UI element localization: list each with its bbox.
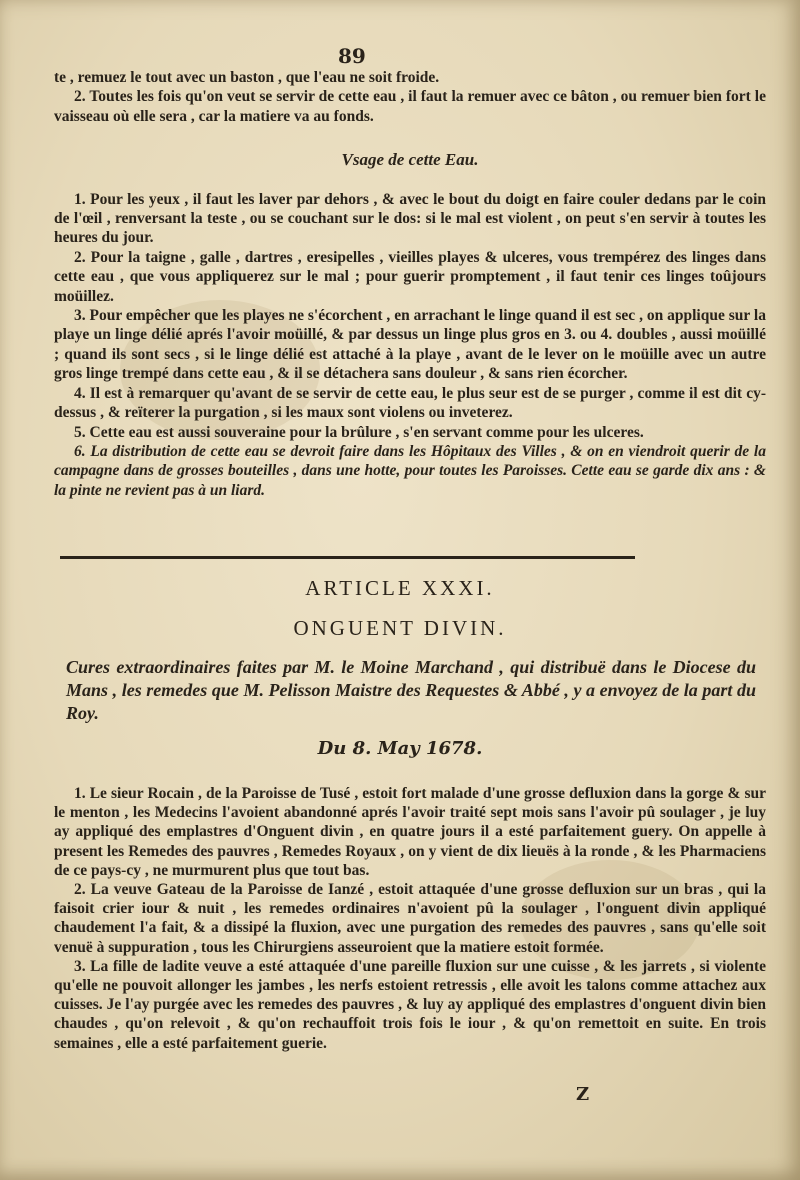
signature-mark: Z (576, 1084, 590, 1105)
section-title: Vsage de cette Eau. (341, 150, 479, 170)
cases-text-block (54, 784, 766, 1053)
horizontal-rule (60, 556, 635, 559)
usage-item: 1. Pour les yeux , il faut les laver par dehors , & avec le bout du doigt en faire couler dedans par le coin de l'œil , renversant la teste , ou se couchant sur le dos: si le mal est violent , on peut s'en servir à toutes les heures du jour. (54, 190, 766, 247)
case-paragraph: 2. La veuve Gateau de la Paroisse de Ianzé , estoit attaquée d'une grosse defluxion sur un bras , qui la faisoit crier iour & nuit , les remedes ordinaires n'avoient pû la soulager , l'onguent divin appliqué chaudement l'a fait, & a dissipé la fluxion, avec une purgation des remedes des pauvres , sans qu'elle soit venuë à suppuration , tous les Chirurgiens asseuroient que la matiere estoit formée. (54, 881, 766, 956)
cures-heading: Cures extraordinaires faites par M. le Moine Marchand , qui distribuë dans le Diocese du Mans , les remedes que M. Pelisson Maistre des Requestes & Abbé , y a envoyez de la part du Roy. (66, 657, 756, 723)
article-number: ARTICLE XXXI. (305, 576, 495, 600)
usage-item: 2. Pour la taigne , galle , dartres , eresipelles , vieilles playes & ulceres, vous trempérez des linges dans cette eau , que vous appliquerez sur le mal ; pour guerir promptement , il faut tenir ces linges toûjours moüillez. (54, 248, 766, 305)
usage-item: 6. La distribution de cette eau se devroit faire dans les Hôpitaux des Villes , & on en viendroit querir de la campagne dans de grosses bouteilles , dans une hotte, pour toutes les Paroisses. Cette eau se garde dix ans : & la pinte ne revient pas à un liard. (54, 442, 766, 499)
usage-item: 5. Cette eau est aussi souveraine pour la brûlure , s'en servant comme pour les ulceres. (74, 423, 644, 441)
continued-line: te , remuez le tout avec un baston , que l'eau ne soit froide. (54, 69, 440, 86)
usage-item: 3. Pour empêcher que les playes ne s'écorchent , en arrachant le linge quand il est sec , on applique sur la playe un linge délié aprés l'avoir moüillé, & par dessus un linge plus gros en 3. ou 4. doubles , aussi moüillé ; quand ils sont secs , si le linge délié est attaché à la playe , avant de le lever on le moüille avec un autre gros linge trempé dans cette eau , & il se détachera sans douleur , & sans rien écorcher. (54, 307, 766, 383)
article-title: ONGUENT DIVIN. (293, 616, 507, 640)
page-number: 89 (338, 44, 366, 68)
upper-text-block (54, 68, 766, 500)
case-paragraph: 1. Le sieur Rocain , de la Paroisse de Tusé , estoit fort malade d'une grosse defluxion dans la gorge & sur le menton , les Medecins l'avoient abandonné aprés l'avoir traité sept mois sans l'avoir pû soulager , je luy ay appliqué des emplastres d'Onguent divin , en quatre jours il a esté parfaitement guery. On appelle à present les Remedes des pauvres , Remedes Royaux , on y vient de dix lieuës à la ronde , & les Pharmaciens de ce pays-cy , ne murmurent plus que tout bas. (54, 785, 766, 879)
paragraph: 2. Toutes les fois qu'on veut se servir de cette eau , il faut la remuer avec ce bâton , ou remuer bien fort le vaisseau où elle sera , car la matiere va au fonds. (54, 88, 766, 125)
case-paragraph: 3. La fille de ladite veuve a esté attaquée d'une pareille fluxion sur une cuisse , & les jarrets , si violente qu'elle ne pouvoit allonger les jambes , les nerfs estoient retressis , elle avoit les talons comme attachez aux cuisses. Je l'ay purgée avec les remedes des pauvres , & luy ay appliqué des emplastres d'onguent divin bien chaudes , qu'on relevoit , & qu'on rechauffoit trois fois le iour , & qu'on remettoit en suite. En trois semaines , elle a esté parfaitement guerie. (54, 957, 766, 1052)
date-line: Du 8. May 1678. (317, 738, 483, 759)
usage-item: 4. Il est à remarquer qu'avant de se servir de cette eau, le plus seur est de se purger , comme il est dit cy-dessus , & reïterer la purgation , si les maux sont violens ou inveterez. (54, 384, 766, 422)
